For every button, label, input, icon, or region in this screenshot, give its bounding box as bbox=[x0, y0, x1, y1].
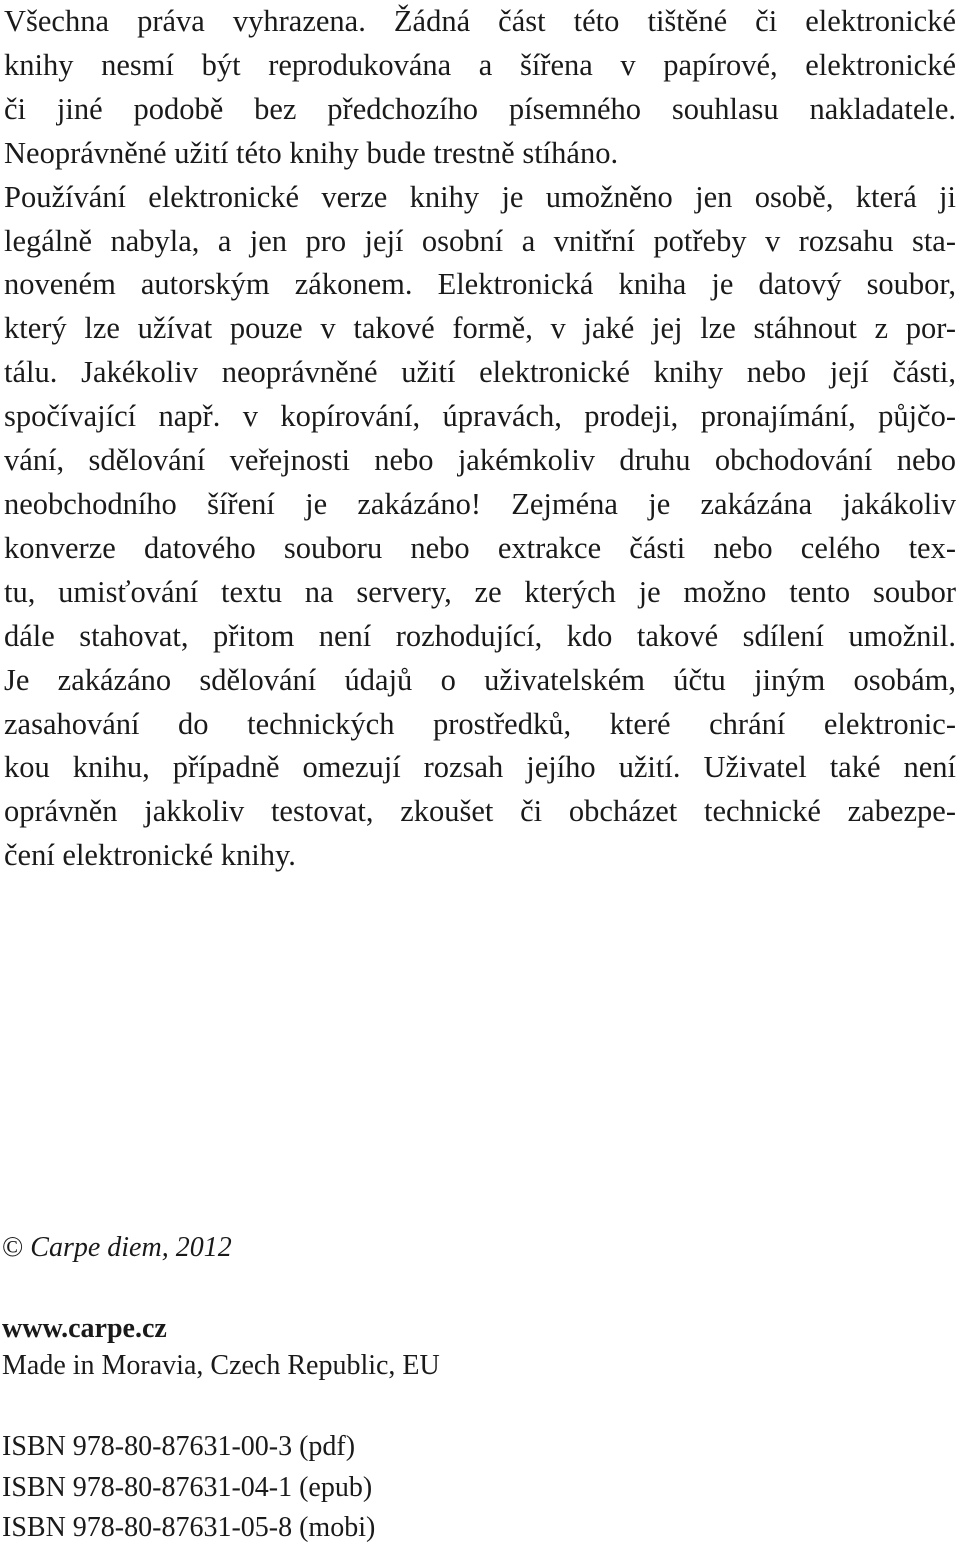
legal-line: vání, sdělování veřejnosti nebo jakémkoliv druhu obchodování nebo bbox=[4, 443, 956, 478]
legal-line: dále stahovat, přitom není rozhodující, kdo takové sdílení umožnil. bbox=[4, 618, 956, 653]
legal-line: Je zakázáno sdělování údajů o uživatelském účtu jiným osobám, bbox=[4, 662, 956, 697]
legal-line: legálně nabyla, a jen pro její osobní a vnitřní potřeby v rozsahu sta- bbox=[4, 223, 956, 258]
legal-line: noveném autorským zákonem. Elektronická kniha je datový soubor, bbox=[4, 267, 956, 302]
legal-line: čení elektronické knihy. bbox=[4, 838, 296, 873]
legal-line: Všechna práva vyhrazena. Žádná část této tištěné či elektronické bbox=[4, 4, 956, 38]
legal-line: Neoprávněné užití této knihy bude trestně stíháno. bbox=[4, 135, 619, 170]
publisher-website: www.carpe.cz bbox=[2, 1313, 167, 1344]
copyright-notice bbox=[2, 1228, 232, 1268]
isbn-mobi: ISBN 978-80-87631-05-8 (mobi) bbox=[2, 1512, 376, 1543]
legal-line: knihy nesmí být reprodukována a šířena v papírové, elektronické bbox=[4, 47, 956, 82]
legal-line: spočívající např. v kopírování, úpravách, prodeji, pronajímání, půjčo- bbox=[4, 399, 956, 434]
legal-line: který lze užívat pouze v takové formě, v jaké jej lze stáhnout z por- bbox=[4, 311, 956, 346]
legal-line: neobchodního šíření je zakázáno! Zejména je zakázána jakákoliv bbox=[4, 486, 956, 521]
legal-line: tálu. Jakékoliv neoprávněné užití elektronické knihy nebo její části, bbox=[4, 355, 956, 390]
isbn-list bbox=[2, 1427, 375, 1549]
legal-line: konverze datového souboru nebo extrakce části nebo celého tex- bbox=[4, 530, 956, 565]
isbn-pdf: ISBN 978-80-87631-00-3 (pdf) bbox=[2, 1431, 356, 1462]
legal-line: Používání elektronické verze knihy je umožněno jen osobě, která ji bbox=[4, 179, 956, 214]
copyright-text: Carpe diem, 2012 bbox=[23, 1232, 232, 1263]
legal-line: zasahování do technických prostředků, které chrání elektronic- bbox=[4, 706, 956, 741]
legal-line: kou knihu, případně omezují rozsah jejího užití. Uživatel také není bbox=[4, 750, 956, 785]
copyright-symbol: © bbox=[2, 1232, 24, 1263]
legal-line: oprávněn jakkoliv testovat, zkoušet či obcházet technické zabezpe- bbox=[4, 794, 956, 829]
legal-line: tu, umisťování textu na servery, ze kterých je možno tento soubor bbox=[4, 574, 956, 609]
legal-line: či jiné podobě bez předchozího písemného souhlasu nakladatele. bbox=[4, 91, 956, 126]
origin-line: Made in Moravia, Czech Republic, EU bbox=[2, 1350, 440, 1381]
legal-notice bbox=[4, 0, 956, 878]
isbn-epub: ISBN 978-80-87631-04-1 (epub) bbox=[2, 1471, 373, 1503]
